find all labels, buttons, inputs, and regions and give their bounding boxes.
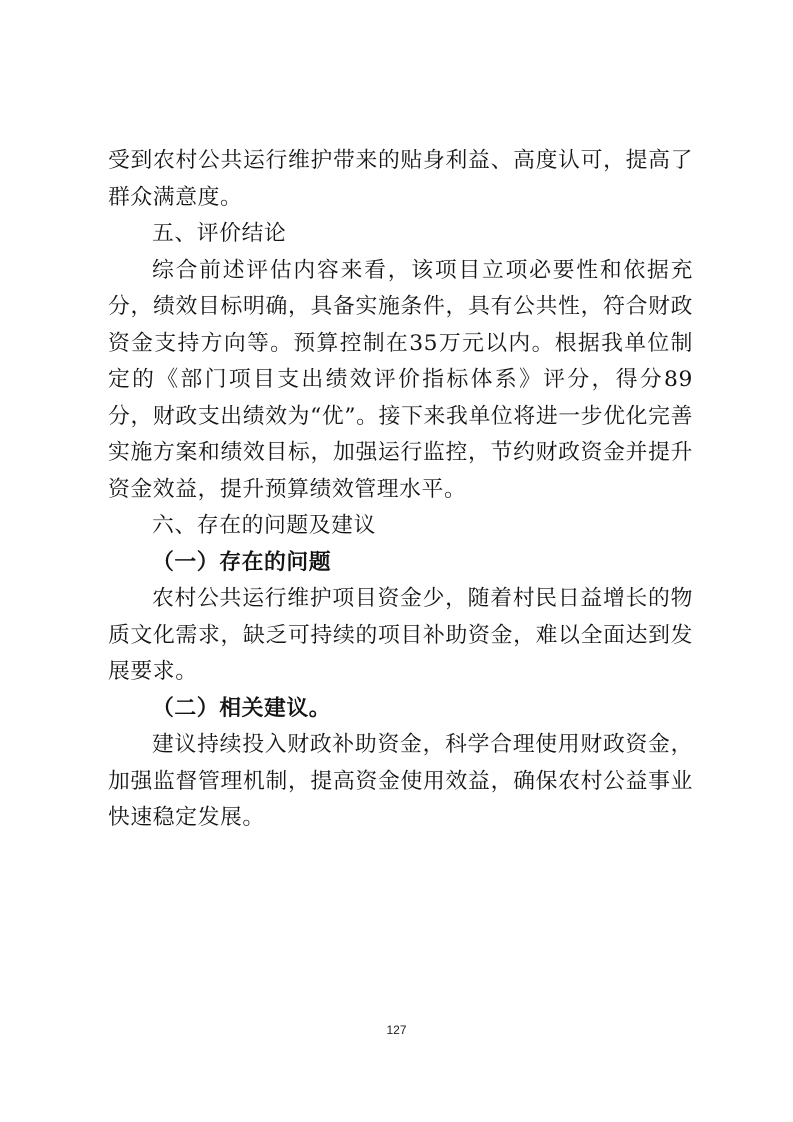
document-body (108, 143, 693, 837)
paragraph-evaluation-conclusion: 综合前述评估内容来看，该项目立项必要性和依据充分，绩效目标明确，具备实施条件，具有公共性，符合财政资金支持方向等。预算控制在35万元以内。根据我单位制定的《部门项目支出绩效评价指标体系》评分，得分89分，财政支出绩效为“优”。接下来我单位将进一步优化完善实施方案和绩效目标，加强运行监控，节约财政资金并提升资金效益，提升预算绩效管理水平。 (108, 257, 693, 502)
paragraph-satisfaction: 受到农村公共运行维护带来的贴身利益、高度认可，提高了群众满意度。 (108, 148, 693, 210)
subheading-existing-problems: （一）存在的问题 (152, 549, 332, 575)
heading-evaluation-conclusion: 五、评价结论 (152, 221, 287, 246)
heading-problems-and-suggestions: 六、存在的问题及建议 (152, 513, 376, 538)
paragraph-existing-problems: 农村公共运行维护项目资金少，随着村民日益增长的物质文化需求，缺乏可持续的项目补助资金，难以全面达到发展要求。 (108, 586, 693, 684)
page-number: 127 (386, 1023, 407, 1037)
paragraph-related-suggestions: 建议持续投入财政补助资金，科学合理使用财政资金，加强监督管理机制，提高资金使用效益，确保农村公益事业快速稳定发展。 (108, 732, 693, 830)
subheading-related-suggestions: （二）相关建议。 (152, 695, 332, 721)
